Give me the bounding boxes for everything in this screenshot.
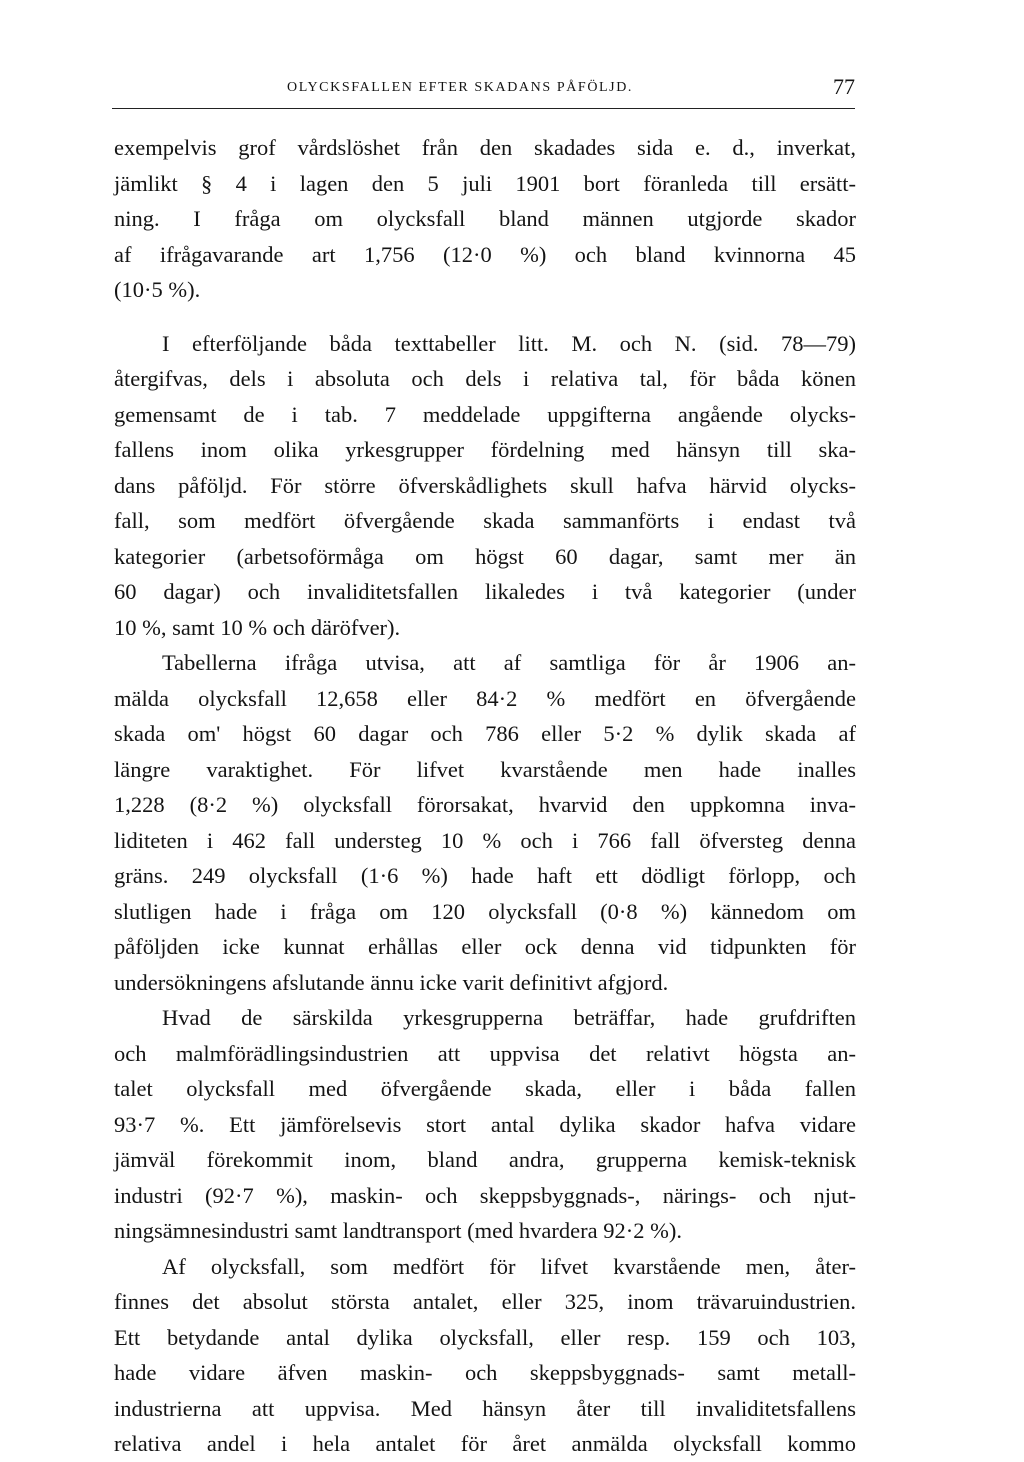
text-line: liditeten i 462 fall understeg 10 % och i 766 fall öfversteg denna (114, 827, 856, 853)
text-line: gräns. 249 olycksfall (1·6 %) hade haft ett dödligt förlopp, och (114, 863, 856, 888)
paragraph (114, 645, 856, 1000)
text-line: 93·7 %. Ett jämförelsevis stort antal dylika skador hafva vidare (114, 1111, 856, 1137)
text-line: (10·5 %). (114, 277, 201, 302)
paragraph-gap (114, 308, 856, 326)
running-head (112, 74, 855, 100)
running-title: OLYCKSFALLEN EFTER SKADANS PÅFÖLJD. (287, 80, 634, 95)
text-line: hade vidare äfven maskin- och skeppsbyggnads- samt metall- (114, 1360, 856, 1385)
paragraph (114, 1249, 856, 1462)
text-line: talet olycksfall med öfvergående skada, eller i båda fallen (114, 1076, 856, 1101)
text-line: skada om' högst 60 dagar och 786 eller 5·2 % dylik skada af (114, 721, 856, 746)
text-line: kategorier (arbetsoförmåga om högst 60 dagar, samt mer än (114, 543, 856, 569)
text-line: och malmförädlingsindustrien att uppvisa det relativt högsta an- (114, 1040, 856, 1066)
text-line: Hvad de särskilda yrkesgrupperna beträffar, hade grufdriften (162, 1005, 856, 1030)
text-line: relativa andel i hela antalet för året anmälda olycksfall kommo (114, 1431, 856, 1456)
text-line: undersökningens afslutande ännu icke varit definitivt afgjord. (114, 969, 669, 995)
text-line: gemensamt de i tab. 7 meddelade uppgifterna angående olycks- (114, 401, 856, 427)
text-line: 1,228 (8·2 %) olycksfall förorsakat, hvarvid den uppkomna inva- (114, 792, 856, 817)
text-line: fall, som medfört öfvergående skada sammanförts i endast två (114, 508, 856, 533)
text-line: 10 %, samt 10 % och däröfver). (114, 614, 401, 640)
text-line: slutligen hade i fråga om 120 olycksfall (0·8 %) kännedom om (114, 898, 856, 924)
text-line: fallens inom olika yrkesgrupper fördelning med hänsyn till ska- (114, 437, 856, 462)
text-line: jämväl förekommit inom, bland andra, grupperna kemisk-teknisk (114, 1147, 856, 1172)
text-line: exempelvis grof vårdslöshet från den skadades sida e. d., inverkat, (114, 135, 856, 160)
text-line: industri (92·7 %), maskin- och skeppsbyggnads-, närings- och njut- (114, 1182, 856, 1208)
text-line: I efterföljande båda texttabeller litt. M. och N. (sid. 78—79) (162, 330, 856, 356)
body-text (114, 130, 856, 1462)
text-line: mälda olycksfall 12,658 eller 84·2 % medfört en öfvergående (114, 685, 856, 711)
text-line: jämlikt § 4 i lagen den 5 juli 1901 bort föranleda till ersätt- (114, 170, 856, 196)
paragraph (114, 1000, 856, 1249)
text-line: industrierna att uppvisa. Med hänsyn åter till invaliditetsfallens (114, 1395, 856, 1421)
text-line: Tabellerna ifråga utvisa, att af samtliga för år 1906 an- (162, 650, 856, 675)
text-line: ningsämnesindustri samt landtransport (med hvardera 92·2 %). (114, 1218, 682, 1243)
text-line: Af olycksfall, som medfört för lifvet kvarstående men, åter- (162, 1253, 856, 1279)
paragraph (114, 130, 856, 308)
text-line: 60 dagar) och invaliditetsfallen likaledes i två kategorier (under (114, 579, 856, 604)
header-rule (112, 108, 855, 109)
text-line: finnes det absolut största antalet, eller 325, inom trävaruindustrien. (114, 1289, 856, 1314)
page-number: 77 (833, 74, 855, 99)
text-line: längre varaktighet. För lifvet kvarstående men hade inalles (114, 756, 856, 782)
text-line: Ett betydande antal dylika olycksfall, eller resp. 159 och 103, (114, 1324, 856, 1350)
text-line: dans påföljd. För större öfverskådlighets skull hafva härvid olycks- (114, 472, 856, 498)
text-line: ning. I fråga om olycksfall bland männen utgjorde skador (114, 206, 856, 231)
text-line: af ifrågavarande art 1,756 (12·0 %) och bland kvinnorna 45 (114, 241, 856, 267)
text-line: återgifvas, dels i absoluta och dels i relativa tal, för båda könen (114, 366, 856, 391)
paragraph (114, 326, 856, 646)
text-line: påföljden icke kunnat erhållas eller ock denna vid tidpunkten för (114, 934, 856, 959)
